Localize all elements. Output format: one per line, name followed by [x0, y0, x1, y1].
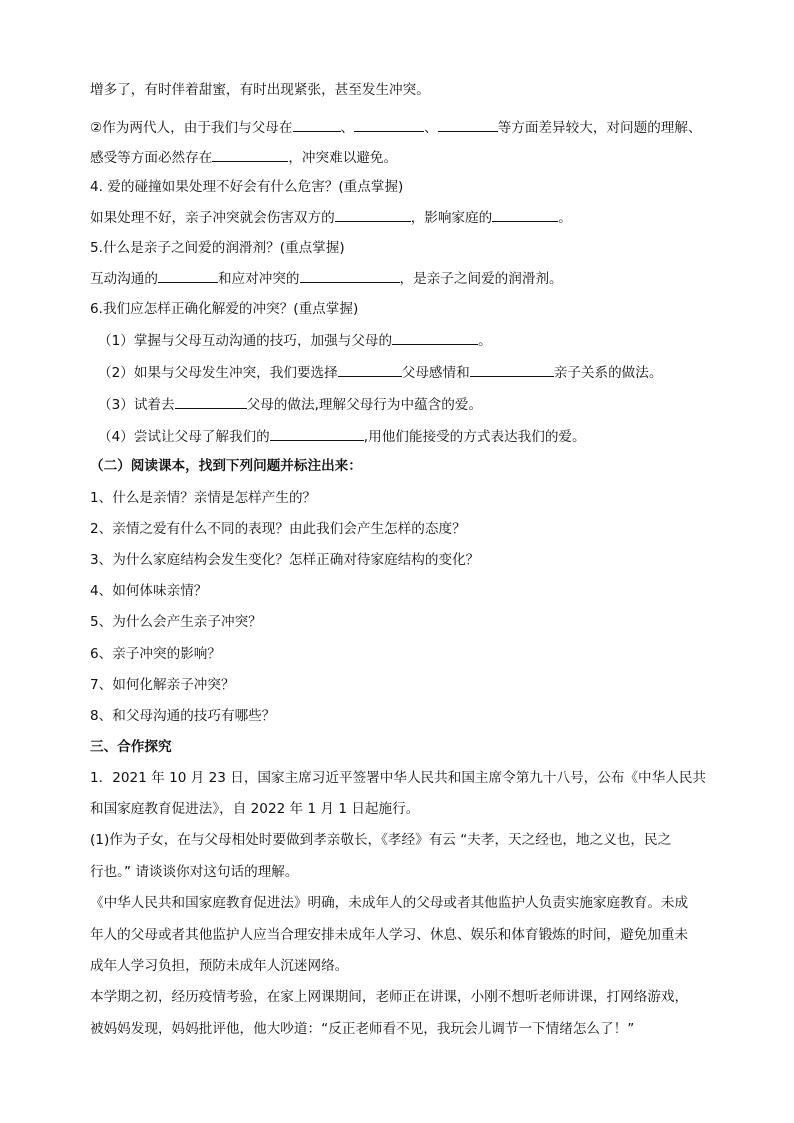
text-segment: （1）掌握与父母互动沟通的技巧，加强与父母的: [98, 333, 393, 349]
list-item: [90, 581, 710, 601]
fill-blank-line: [98, 394, 710, 415]
fill-blank-line: [90, 147, 710, 168]
text-segment: 4、如何体味亲情？: [90, 583, 208, 599]
question-heading: [90, 299, 710, 319]
answer-blank[interactable]: [392, 330, 478, 345]
text-segment: （4）尝试让父母了解我们的: [98, 429, 270, 445]
text-segment: 。: [478, 333, 492, 349]
text-segment: 。: [558, 210, 572, 226]
text-segment: 本学期之初，经历疫情考验，在家上网课期间，老师正在讲课，小刚不想听老师讲课，打网络游戏，: [90, 989, 689, 1005]
text-segment: 亲子关系的做法。: [553, 365, 663, 381]
paragraph-line: [90, 1019, 710, 1039]
list-item: [90, 519, 710, 539]
text-line: [90, 80, 710, 100]
text-segment: 、: [340, 120, 355, 136]
answer-blank[interactable]: [335, 207, 411, 222]
text-segment: （二）阅读课本，找到下列问题并标注出来：: [90, 458, 362, 474]
text-segment: 被妈妈发现，妈妈批评他，他大吵道：“反正老师看不见，我玩会儿调节一下情绪怎么了！”: [90, 1021, 635, 1037]
text-segment: 3、为什么家庭结构会发生变化？怎样正确对待家庭结构的变化？: [90, 552, 480, 568]
text-segment: 6.我们应怎样正确化解爱的冲突？(重点掌握): [90, 301, 359, 317]
paragraph-line: [90, 862, 710, 882]
answer-blank[interactable]: [338, 362, 402, 377]
text-segment: ,用他们能接受的方式表达我们的爱。: [363, 429, 586, 445]
paragraph-line: [90, 956, 710, 976]
text-segment: 如果处理不好，亲子冲突就会伤害双方的: [90, 210, 335, 226]
text-segment: 和应对冲突的: [217, 271, 300, 287]
fill-blank-line: [98, 426, 710, 447]
text-segment: 等方面差异较大，对问题的理解、: [497, 120, 702, 136]
text-segment: 5.什么是亲子之间爱的润滑剂？(重点掌握): [90, 240, 345, 256]
list-item: [90, 612, 710, 632]
answer-blank[interactable]: [438, 117, 498, 132]
section-heading: [90, 737, 710, 757]
answer-blank[interactable]: [492, 207, 558, 222]
fill-blank-line: [98, 330, 710, 351]
text-segment: 、: [424, 120, 438, 136]
answer-blank[interactable]: [470, 362, 554, 377]
list-item: [90, 644, 710, 664]
section-heading: [90, 456, 710, 476]
text-segment: 6、亲子冲突的影响？: [90, 646, 221, 662]
paragraph-line: [90, 987, 710, 1007]
text-segment: ，是亲子之间爱的润滑剂。: [399, 271, 563, 287]
text-segment: 5、为什么会产生亲子冲突？: [90, 614, 262, 630]
text-segment: (1)作为子女，在与父母相处时要做到孝亲敬长，《孝经》有云 “夫孝，天之经也，地之义也，民之: [90, 832, 672, 848]
text-segment: 1．2021 年 10 月 23 日，国家主席习近平签署中华人民共和国主席令第九十八号，公布《中华人民共: [90, 770, 707, 786]
text-segment: 行也。” 请谈谈你对这句话的理解。: [90, 864, 299, 880]
text-segment: 8、和父母沟通的技巧有哪些？: [90, 708, 276, 724]
text-segment: ②作为两代人，由于我们与父母在: [90, 120, 293, 136]
question-heading: [90, 177, 710, 197]
answer-blank[interactable]: [270, 426, 364, 441]
text-segment: （3）试着去: [98, 397, 175, 413]
paragraph-line: [90, 830, 710, 850]
text-segment: 《中华人民共和国家庭教育促进法》明确，未成年人的父母或者其他监护人负责实施家庭教育。未成: [90, 895, 689, 911]
fill-blank-line: [98, 362, 710, 383]
paragraph-line: [90, 925, 710, 945]
fill-blank-line: [90, 268, 710, 289]
text-segment: 2、亲情之爱有什么不同的表现？由此我们会产生怎样的态度？: [90, 521, 466, 537]
text-segment: （2）如果与父母发生冲突，我们要选择: [98, 365, 338, 381]
list-item: [90, 706, 710, 726]
list-item: [90, 675, 710, 695]
text-segment: 父母感情和: [401, 365, 470, 381]
paragraph-line: [90, 893, 710, 913]
text-segment: 父母的做法,理解父母行为中蕴含的爱。: [246, 397, 483, 413]
text-segment: 1、什么是亲情？亲情是怎样产生的？: [90, 490, 317, 506]
text-segment: 4. 爱的碰撞如果处理不好会有什么危害？(重点掌握): [90, 179, 404, 195]
question-heading: [90, 238, 710, 258]
answer-blank[interactable]: [175, 394, 247, 409]
answer-blank[interactable]: [354, 117, 424, 132]
answer-blank[interactable]: [293, 117, 341, 132]
text-segment: ，影响家庭的: [410, 210, 493, 226]
text-segment: 和国家庭教育促进法》，自 2022 年 1 月 1 日起施行。: [90, 801, 420, 817]
text-segment: 互动沟通的: [90, 271, 158, 287]
text-segment: 感受等方面必然存在: [90, 150, 213, 166]
paragraph-line: [90, 768, 710, 788]
text-segment: 成年人学习负担，预防未成年人沉迷网络。: [90, 958, 349, 974]
text-segment: 增多了，有时伴着甜蜜，有时出现紧张，甚至发生冲突。: [90, 82, 430, 98]
text-segment: 年人的父母或者其他监护人应当合理安排未成年人学习、休息、娱乐和体育锻炼的时间，避免加重未: [90, 927, 689, 943]
answer-blank[interactable]: [300, 268, 400, 283]
list-item: [90, 488, 710, 508]
list-item: [90, 550, 710, 570]
fill-blank-line: [90, 117, 710, 138]
paragraph-line: [90, 799, 710, 819]
answer-blank[interactable]: [158, 268, 218, 283]
text-segment: 7、如何化解亲子冲突？: [90, 677, 235, 693]
answer-blank[interactable]: [212, 147, 288, 162]
text-segment: ，冲突难以避免。: [288, 150, 398, 166]
fill-blank-line: [90, 207, 710, 228]
text-segment: 三、合作探究: [90, 739, 172, 755]
